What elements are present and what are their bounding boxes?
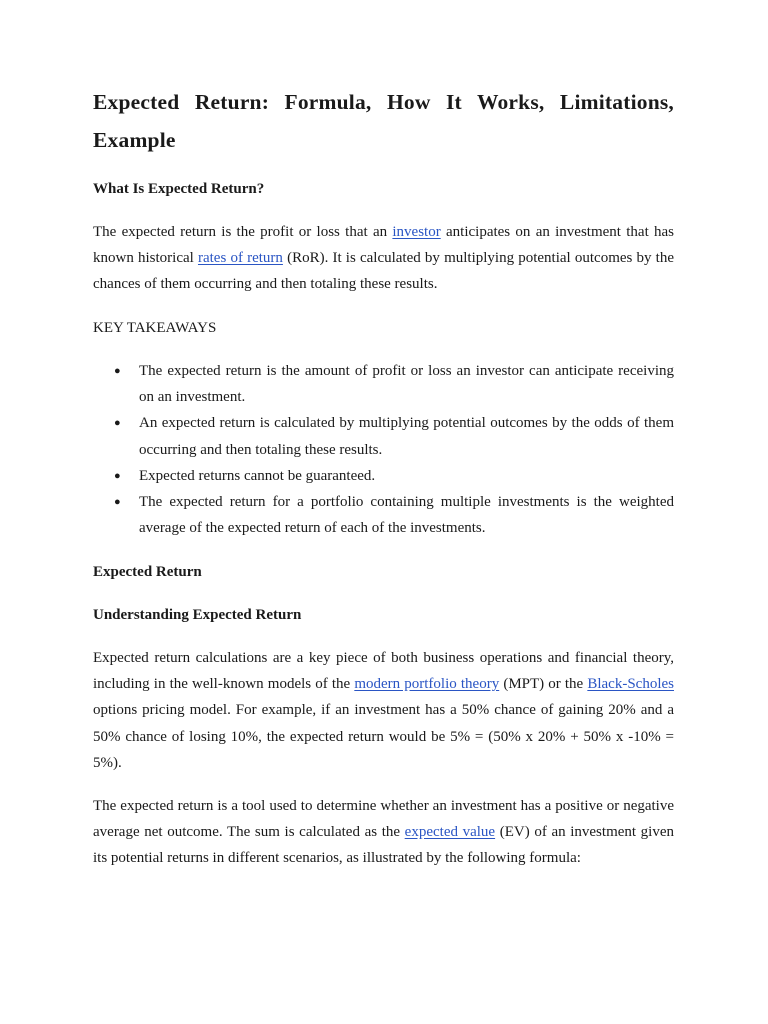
article-title: Expected Return: Formula, How It Works, Limitations, Example — [93, 90, 674, 152]
bullet-icon: ● — [114, 469, 121, 482]
para2-text-2: (MPT) or the — [499, 676, 588, 693]
para3-text-2: (EV) of an investment given its potential returns in different scenarios, as illustrated by the following formula: — [93, 824, 675, 867]
para2-text-1: Expected return calculations are a key piece of both business operations and financial theory, including in the well-known models of the — [93, 650, 674, 693]
takeaway-text: The expected return for a portfolio containing multiple investments is the weighted average of the expected return of each of the investments. — [139, 494, 674, 537]
intro-text-1: The expected return is the profit or loss that an — [93, 224, 393, 240]
rates-of-return-link[interactable]: rates of return — [197, 250, 283, 267]
takeaway-text: Expected returns cannot be guaranteed. — [139, 467, 376, 484]
modern-portfolio-theory-link[interactable]: modern portfolio theory — [354, 676, 500, 693]
takeaway-text: The expected return is the amount of profit or loss an investor can anticipate receiving on an investment. — [139, 363, 674, 406]
tool-paragraph — [93, 793, 674, 872]
expected-return-heading: Expected Return — [93, 564, 202, 580]
intro-paragraph — [93, 219, 674, 298]
para2-text-3: options pricing model. For example, if an investment has a 50% chance of gaining 20% and a 50% chance of losing 10%, the expected return would be 5% = (50% x 20% + 50% x -10% = 5%). — [93, 702, 674, 771]
para3-text-1: The expected return is a tool used to determine whether an investment has a positive or negative average net outcome. The sum is calculated as the — [93, 798, 674, 841]
takeaway-item — [93, 463, 674, 489]
what-is-heading: What Is Expected Return? — [93, 181, 265, 197]
expected-value-link[interactable]: expected value — [404, 824, 496, 841]
key-takeaways-list — [93, 358, 674, 541]
takeaway-item — [93, 489, 674, 541]
takeaway-item — [93, 358, 674, 410]
takeaway-text: An expected return is calculated by multiplying potential outcomes by the odds of them occurring and then totaling these results. — [139, 415, 674, 458]
understanding-heading: Understanding Expected Return — [93, 607, 302, 623]
intro-text-3: (RoR). It is calculated by multiplying potential outcomes by the chances of them occurring and then totaling these results. — [93, 250, 674, 293]
bullet-icon: ● — [114, 365, 121, 377]
bullet-icon: ● — [114, 496, 121, 509]
calculations-paragraph — [93, 645, 674, 776]
key-takeaways-heading: KEY TAKEAWAYS — [93, 320, 217, 336]
investor-link[interactable]: investor — [392, 224, 441, 240]
bullet-icon: ● — [114, 417, 121, 430]
intro-text-2: anticipates on an investment that has known historical — [93, 224, 675, 267]
takeaway-item — [93, 410, 674, 462]
black-scholes-link[interactable]: Black-Scholes — [587, 676, 674, 693]
